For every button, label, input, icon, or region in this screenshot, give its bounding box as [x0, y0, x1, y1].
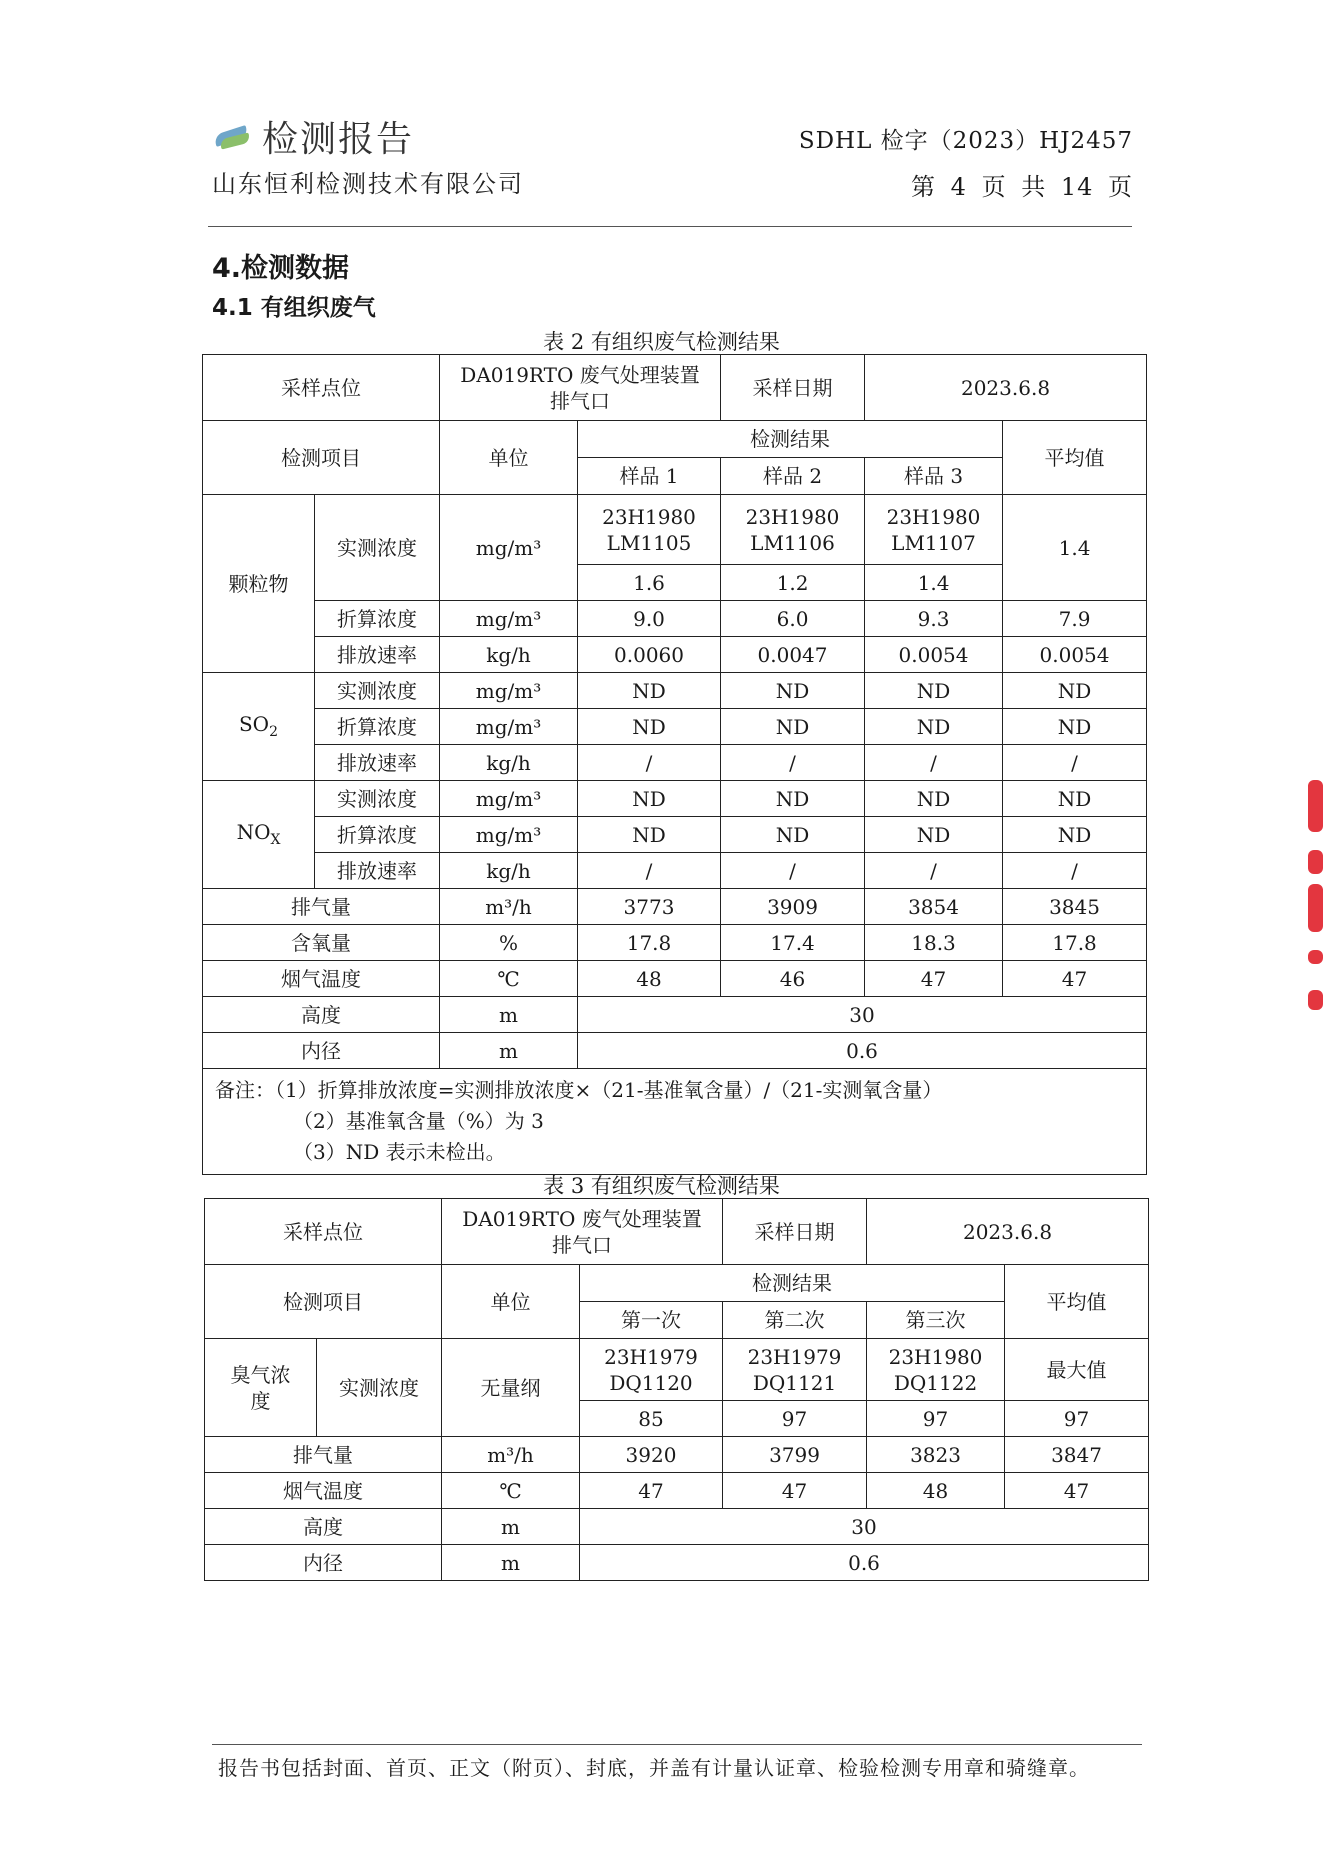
- value-cell: 46: [721, 961, 865, 997]
- result-header: 检测结果: [580, 1265, 1005, 1302]
- value-cell: ND: [578, 709, 721, 745]
- unit-cell: m: [442, 1509, 580, 1545]
- row-label: 排放速率: [315, 853, 440, 889]
- value-cell: ND: [721, 817, 865, 853]
- value-cell: /: [865, 853, 1003, 889]
- sample-id: 23H1980: [886, 504, 981, 529]
- report-number: SDHL 检字（2023）HJ2457: [798, 128, 1133, 154]
- value-cell: 3773: [578, 889, 721, 925]
- footer-note: 报告书包括封面、首页、正文（附页）、封底，并盖有计量认证章、检验检测专用章和骑缝章。: [218, 1756, 1090, 1780]
- row-label: 实测浓度: [315, 495, 440, 601]
- unit-cell: 无量纲: [442, 1339, 580, 1437]
- page-info: 第 4 页 共 14 页: [911, 173, 1133, 201]
- pollutant-name: 臭气浓度: [205, 1339, 317, 1437]
- footer-divider: [212, 1744, 1142, 1745]
- row-label: 折算浓度: [315, 817, 440, 853]
- unit-cell: %: [440, 925, 578, 961]
- company-name: 山东恒利检测技术有限公司: [212, 170, 524, 198]
- sample-header: 第一次: [580, 1302, 723, 1339]
- table-row: [203, 421, 1147, 458]
- value-cell: 9.3: [865, 601, 1003, 637]
- row-label: 实测浓度: [317, 1339, 442, 1437]
- row-label: 高度: [205, 1509, 442, 1545]
- unit-cell: mg/m³: [440, 817, 578, 853]
- table-row: [203, 637, 1147, 673]
- row-label: 含氧量: [203, 925, 440, 961]
- table-row: [203, 355, 1147, 421]
- table2: [202, 354, 1147, 1175]
- value-cell: ND: [721, 781, 865, 817]
- sampling-date-value: 2023.6.8: [865, 355, 1147, 421]
- value-cell: ND: [865, 817, 1003, 853]
- value-cell: 0.6: [578, 1033, 1147, 1069]
- value-cell: /: [721, 745, 865, 781]
- value-cell: 48: [867, 1473, 1005, 1509]
- unit-header: 单位: [442, 1265, 580, 1339]
- value-cell: 17.8: [578, 925, 721, 961]
- average-cell: 7.9: [1003, 601, 1147, 637]
- average-header: 平均值: [1003, 421, 1147, 495]
- unit-cell: m³/h: [442, 1437, 580, 1473]
- value-cell: 0.0054: [865, 637, 1003, 673]
- unit-cell: kg/h: [440, 853, 578, 889]
- value-cell: 97: [867, 1401, 1005, 1437]
- sample-id-cell: [865, 495, 1003, 565]
- value-cell: 3909: [721, 889, 865, 925]
- average-cell: 3845: [1003, 889, 1147, 925]
- header-divider: [208, 226, 1132, 227]
- average-header: 平均值: [1005, 1265, 1149, 1339]
- sample-id: DQ1121: [752, 1370, 837, 1395]
- sampling-point-label: 采样点位: [203, 355, 440, 421]
- value-cell: 30: [578, 997, 1147, 1033]
- unit-cell: m: [440, 1033, 578, 1069]
- item-header: 检测项目: [205, 1265, 442, 1339]
- sample-id-cell: [721, 495, 865, 565]
- row-label: 内径: [205, 1545, 442, 1581]
- sample-id: DQ1122: [893, 1370, 978, 1395]
- value-cell: /: [578, 853, 721, 889]
- row-label: 实测浓度: [315, 781, 440, 817]
- pollutant-name: [203, 781, 315, 889]
- average-cell: ND: [1003, 781, 1147, 817]
- table-row: [203, 745, 1147, 781]
- value-cell: ND: [865, 673, 1003, 709]
- table-row: [203, 709, 1147, 745]
- table-row: [203, 997, 1147, 1033]
- sampling-date-value: 2023.6.8: [867, 1199, 1149, 1265]
- pollutant-formula: NO: [236, 820, 271, 845]
- value-cell: 3920: [580, 1437, 723, 1473]
- subsection-title: 4.1 有组织废气: [212, 295, 376, 321]
- pollutant-name: [203, 673, 315, 781]
- value-cell: 47: [723, 1473, 867, 1509]
- sample-header: 样品 1: [578, 458, 721, 495]
- table-row: [203, 817, 1147, 853]
- result-header: 检测结果: [578, 421, 1003, 458]
- max-value-cell: 97: [1005, 1401, 1149, 1437]
- row-label: 高度: [203, 997, 440, 1033]
- value-cell: 9.0: [578, 601, 721, 637]
- sample-id: DQ1120: [609, 1370, 693, 1395]
- value-cell: 1.6: [578, 565, 721, 601]
- value-cell: 3823: [867, 1437, 1005, 1473]
- average-cell: 0.0054: [1003, 637, 1147, 673]
- sampling-point-value: DA019RTO 废气处理装置排气口: [440, 355, 721, 421]
- unit-cell: ℃: [440, 961, 578, 997]
- value-cell: 3854: [865, 889, 1003, 925]
- note-3: （3）ND 表示未检出。: [293, 1140, 506, 1164]
- table2-caption: 表 2 有组织废气检测结果: [543, 330, 780, 354]
- logo-row: [212, 112, 524, 160]
- note-2: （2）基准氧含量（%）为 3: [293, 1109, 544, 1133]
- unit-cell: mg/m³: [440, 673, 578, 709]
- table-row: [203, 1033, 1147, 1069]
- unit-cell: ℃: [442, 1473, 580, 1509]
- value-cell: ND: [578, 673, 721, 709]
- average-cell: 47: [1005, 1473, 1149, 1509]
- unit-cell: kg/h: [440, 745, 578, 781]
- max-label-cell: 最大值: [1005, 1339, 1149, 1401]
- value-cell: 18.3: [865, 925, 1003, 961]
- value-cell: ND: [865, 781, 1003, 817]
- row-label: 实测浓度: [315, 673, 440, 709]
- row-label: 烟气温度: [205, 1473, 442, 1509]
- unit-cell: m³/h: [440, 889, 578, 925]
- table3: [204, 1198, 1149, 1581]
- sample-header: 第三次: [867, 1302, 1005, 1339]
- sample-id-cell: [580, 1339, 723, 1401]
- value-cell: ND: [578, 817, 721, 853]
- value-cell: 17.4: [721, 925, 865, 961]
- unit-cell: mg/m³: [440, 781, 578, 817]
- value-cell: ND: [721, 673, 865, 709]
- pollutant-formula: SO: [238, 712, 270, 737]
- table3-caption: 表 3 有组织废气检测结果: [543, 1174, 780, 1198]
- sample-id: LM1106: [750, 530, 835, 555]
- table-row: [203, 673, 1147, 709]
- section-title: 4.检测数据: [212, 253, 350, 284]
- sample-id: 23H1980: [745, 504, 840, 529]
- value-cell: ND: [865, 709, 1003, 745]
- value-cell: 48: [578, 961, 721, 997]
- table-row: [205, 1545, 1149, 1581]
- value-cell: 3799: [723, 1437, 867, 1473]
- table-row: [203, 601, 1147, 637]
- unit-cell: mg/m³: [440, 601, 578, 637]
- unit-cell: m: [440, 997, 578, 1033]
- value-cell: /: [721, 853, 865, 889]
- unit-cell: kg/h: [440, 637, 578, 673]
- value-cell: 30: [580, 1509, 1149, 1545]
- average-cell: /: [1003, 745, 1147, 781]
- value-cell: 0.0060: [578, 637, 721, 673]
- report-meta: [799, 122, 1133, 202]
- value-cell: 0.6: [580, 1545, 1149, 1581]
- sample-id: 23H1980: [602, 504, 696, 529]
- row-label: 折算浓度: [315, 601, 440, 637]
- sample-id: 23H1979: [604, 1344, 698, 1369]
- sample-id-cell: [578, 495, 721, 565]
- document-title: 检测报告: [262, 118, 415, 160]
- average-cell: ND: [1003, 817, 1147, 853]
- value-cell: ND: [578, 781, 721, 817]
- sample-header: 第二次: [723, 1302, 867, 1339]
- table-row: [205, 1473, 1149, 1509]
- value-cell: 47: [580, 1473, 723, 1509]
- value-cell: 97: [723, 1401, 867, 1437]
- value-cell: 85: [580, 1401, 723, 1437]
- value-cell: ND: [721, 709, 865, 745]
- value-cell: 47: [865, 961, 1003, 997]
- value-cell: /: [578, 745, 721, 781]
- row-label: 排放速率: [315, 637, 440, 673]
- table-row: [205, 1339, 1149, 1401]
- table-row: [203, 961, 1147, 997]
- average-cell: 1.4: [1003, 495, 1147, 601]
- sampling-date-label: 采样日期: [721, 355, 865, 421]
- note-line: [215, 1075, 1134, 1106]
- table-row: [205, 1437, 1149, 1473]
- average-cell: 3847: [1005, 1437, 1149, 1473]
- average-cell: ND: [1003, 673, 1147, 709]
- notes-prefix: 备注：: [215, 1078, 275, 1102]
- sample-id: LM1105: [606, 530, 692, 555]
- table-notes: [203, 1069, 1147, 1175]
- unit-cell: m: [442, 1545, 580, 1581]
- pollutant-name: 颗粒物: [203, 495, 315, 673]
- seal-stamp-fragment: [1306, 780, 1323, 1020]
- row-label: 内径: [203, 1033, 440, 1069]
- row-label: 排气量: [205, 1437, 442, 1473]
- sample-header: 样品 2: [721, 458, 865, 495]
- unit-header: 单位: [440, 421, 578, 495]
- table-row: [203, 1069, 1147, 1175]
- average-cell: ND: [1003, 709, 1147, 745]
- report-header: [212, 112, 524, 199]
- unit-cell: mg/m³: [440, 495, 578, 601]
- note-1: （1）折算排放浓度=实测排放浓度×（21-基准氧含量）/（21-实测氧含量）: [275, 1078, 943, 1102]
- sampling-point-label: 采样点位: [205, 1199, 442, 1265]
- unit-cell: mg/m³: [440, 709, 578, 745]
- sampling-date-label: 采样日期: [723, 1199, 867, 1265]
- row-label: 排气量: [203, 889, 440, 925]
- sample-id-cell: [867, 1339, 1005, 1401]
- table-row: [205, 1509, 1149, 1545]
- sample-id: 23H1979: [747, 1344, 842, 1369]
- sample-id-cell: [723, 1339, 867, 1401]
- pollutant-subscript: X: [270, 832, 281, 849]
- value-cell: 1.4: [865, 565, 1003, 601]
- value-cell: 0.0047: [721, 637, 865, 673]
- table-row: [203, 889, 1147, 925]
- average-cell: /: [1003, 853, 1147, 889]
- value-cell: 6.0: [721, 601, 865, 637]
- sampling-point-value: DA019RTO 废气处理装置排气口: [442, 1199, 723, 1265]
- sample-header: 样品 3: [865, 458, 1003, 495]
- table-row: [205, 1199, 1149, 1265]
- sample-id: 23H1980: [888, 1344, 983, 1369]
- row-label: 折算浓度: [315, 709, 440, 745]
- table-row: [203, 925, 1147, 961]
- row-label: 烟气温度: [203, 961, 440, 997]
- average-cell: 17.8: [1003, 925, 1147, 961]
- row-label: 排放速率: [315, 745, 440, 781]
- company-logo-icon: [212, 118, 256, 154]
- table-row: [203, 853, 1147, 889]
- value-cell: /: [865, 745, 1003, 781]
- table-row: [203, 781, 1147, 817]
- table-row: [205, 1265, 1149, 1302]
- item-header: 检测项目: [203, 421, 440, 495]
- pollutant-subscript: 2: [269, 724, 279, 741]
- value-cell: 1.2: [721, 565, 865, 601]
- sample-id: LM1107: [891, 530, 976, 555]
- average-cell: 47: [1003, 961, 1147, 997]
- table-row: [203, 495, 1147, 565]
